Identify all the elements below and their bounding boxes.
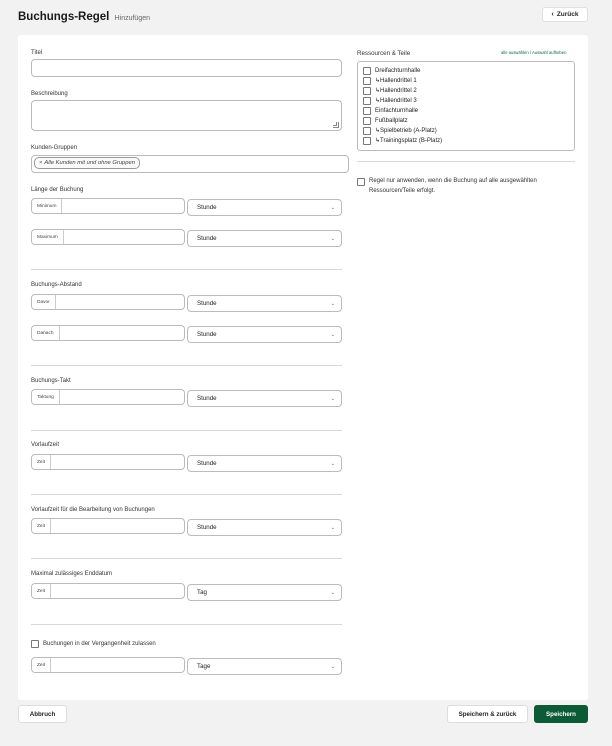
resource-item[interactable] [363,96,417,105]
length-max-prefix: Maximum [32,230,64,244]
page-title-text: Buchungs-Regel [18,11,110,23]
page-title [18,11,150,23]
max-end-date-unit-value: Tag [197,589,207,596]
lead-time-unit-select[interactable] [187,455,342,472]
resource-label: ↳Hallendrittel 1 [375,78,417,84]
divider [31,269,342,270]
distance-before-input[interactable] [31,294,185,310]
edit-lead-time-unit-value: Stunde [197,524,217,531]
divider [357,161,575,162]
remove-chip-icon[interactable]: × [39,160,43,166]
past-bookings-unit-value: Tage [197,663,211,670]
max-end-date-prefix: Zeit [32,584,51,598]
interval-unit-value: Stunde [197,395,217,402]
divider [31,430,342,431]
resource-item[interactable] [363,116,408,125]
resource-checkbox[interactable] [363,87,371,95]
chevron-down-icon: ⌄ [330,664,335,670]
resource-checkbox[interactable] [363,67,371,75]
interval-input[interactable] [31,389,185,405]
divider [31,624,342,625]
resource-item[interactable] [363,66,420,75]
distance-after-input[interactable] [31,325,185,341]
resource-label: ↳Hallendrittel 2 [375,88,417,94]
max-end-date-label: Maximal zulässiges Enddatum [31,571,113,577]
description-label: Beschreibung [31,91,68,97]
resource-item[interactable] [363,76,417,85]
groups-label: Kunden-Gruppen [31,145,78,151]
edit-lead-time-label: Vorlaufzeit für die Bearbeitung von Buchungen [31,507,155,513]
lead-time-input[interactable] [31,454,185,470]
chevron-down-icon: ⌄ [330,332,335,338]
page-subtitle: Hinzufügen [114,15,150,22]
resource-label: ↳Trainingsplatz (B-Platz) [375,138,443,144]
length-max-input[interactable] [31,229,185,245]
lead-time-label: Vorlaufzeit [31,442,60,448]
resources-title: Ressourcen & Teile [357,50,411,57]
interval-label: Buchungs-Takt [31,378,71,384]
distance-before-unit-select[interactable] [187,295,342,312]
distance-before-prefix: Davor [32,295,56,309]
resource-checkbox[interactable] [363,117,371,125]
chevron-down-icon: ⌄ [330,301,335,307]
resource-item[interactable] [363,136,442,145]
resource-checkbox[interactable] [363,77,371,85]
description-textarea[interactable] [31,100,342,131]
length-min-prefix: Minimum [32,199,62,213]
length-min-unit-value: Stunde [197,204,217,211]
length-max-unit-select[interactable] [187,230,342,247]
distance-after-prefix: Danach [32,326,60,340]
apply-all-label: Regel nur anwenden, wenn die Buchung auf alle ausgewählten Ressourcen/Teile erfolgt. [369,178,537,194]
back-button[interactable] [542,7,588,22]
save-button[interactable]: Speichern [534,705,588,723]
max-end-date-input[interactable] [31,583,185,599]
past-bookings-checkbox[interactable] [31,640,39,648]
divider [31,365,342,366]
past-bookings-unit-select[interactable] [187,658,342,675]
resources-list [357,61,575,151]
back-button-label: Zurück [556,11,579,18]
save-back-button[interactable]: Speichern & zurück [447,705,528,723]
chevron-down-icon: ⌄ [330,461,335,467]
divider [31,494,342,495]
chevron-down-icon: ⌄ [330,590,335,596]
chevron-down-icon: ⌄ [330,236,335,242]
length-max-unit-value: Stunde [197,235,217,242]
past-bookings-input[interactable] [31,657,185,673]
group-chip-label: Alle Kunden mit und ohne Gruppen [44,160,135,166]
resource-label: ↳Hallendrittel 3 [375,98,417,104]
title-input[interactable] [31,59,342,77]
lead-time-prefix: Zeit [32,455,51,469]
apply-all-checkbox[interactable] [357,178,365,186]
resource-item[interactable] [363,86,417,95]
length-min-unit-select[interactable] [187,199,342,216]
edit-lead-time-prefix: Zeit [32,519,51,533]
resource-label: Fußballplatz [375,117,408,124]
past-bookings-label: Buchungen in der Vergangenheit zulassen [43,641,156,647]
resource-item[interactable] [363,106,418,115]
chevron-left-icon: ‹ [551,11,554,18]
chevron-down-icon: ⌄ [330,205,335,211]
length-min-input[interactable] [31,198,185,214]
length-label: Länge der Buchung [31,187,84,193]
divider [31,558,342,559]
select-all-links[interactable]: alle auswählen / Auswahl aufheben [501,50,567,55]
distance-before-unit-value: Stunde [197,300,217,307]
chevron-down-icon: ⌄ [330,525,335,531]
edit-lead-time-unit-select[interactable] [187,519,342,536]
cancel-button[interactable]: Abbruch [18,705,67,723]
past-bookings-row [31,640,156,648]
resource-label: Einfachturnhalle [375,107,419,114]
resource-checkbox[interactable] [363,107,371,115]
distance-after-unit-select[interactable] [187,326,342,343]
resize-handle-icon[interactable] [333,122,339,128]
lead-time-unit-value: Stunde [197,460,217,467]
resource-label: ↳Spielbetrieb (A-Platz) [375,128,437,134]
distance-after-unit-value: Stunde [197,331,217,338]
resource-item[interactable] [363,126,437,135]
title-label: Titel [31,50,43,56]
interval-prefix: Taktung [32,390,60,404]
resource-label: Dreifachturnhalle [375,67,421,74]
resource-checkbox[interactable] [363,137,371,145]
edit-lead-time-input[interactable] [31,518,185,534]
resource-checkbox[interactable] [363,97,371,105]
apply-all-row [357,177,582,196]
group-chip[interactable] [34,157,140,169]
interval-unit-select[interactable] [187,390,342,407]
max-end-date-unit-select[interactable] [187,584,342,601]
distance-label: Buchungs-Abstand [31,282,82,288]
chevron-down-icon: ⌄ [330,396,335,402]
past-bookings-prefix: Zeit [32,658,51,672]
resource-checkbox[interactable] [363,127,371,135]
